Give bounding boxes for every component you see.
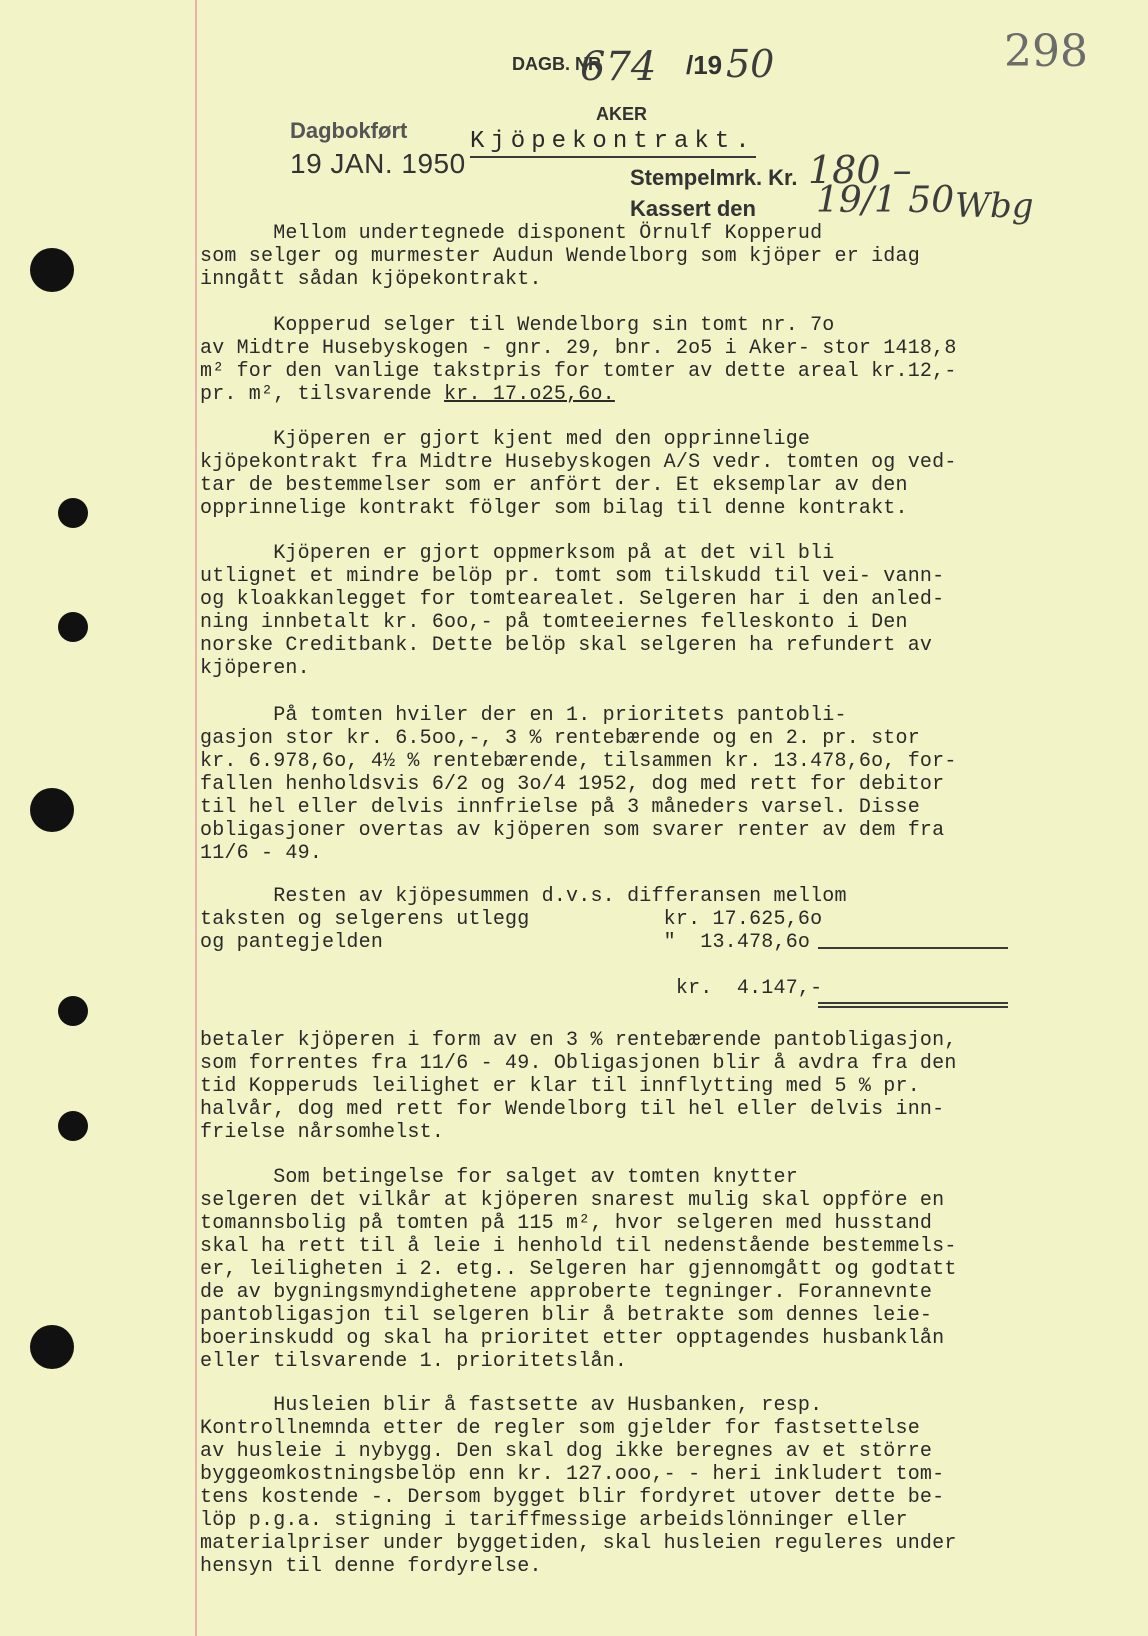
text-line: skal ha rett til å leie i henhold til nedenstående bestemmels- <box>200 1235 957 1258</box>
document-title: Kjöpekontrakt. <box>470 128 756 158</box>
text-line: materialpriser under byggetiden, skal husleien reguleres under <box>200 1532 957 1555</box>
kassert-signature: Wbg <box>955 186 1034 226</box>
text-line: de av bygningsmyndighetene approberte tegninger. Forannevnte <box>200 1281 933 1304</box>
text-line: betaler kjöperen i form av en 3 % rentebærende pantobligasjon, <box>200 1029 957 1052</box>
dagb-year-label: /19 <box>686 50 723 80</box>
text-line: Som betingelse for salget av tomten knytter <box>200 1166 798 1189</box>
paragraph <box>200 977 1060 1000</box>
text-line: Kjöperen er gjort oppmerksom på at det vil bli <box>200 542 835 565</box>
paragraph <box>200 222 1060 291</box>
total-underline <box>818 1002 1008 1004</box>
text-line: og pantegjelden " 13.478,6o <box>200 931 811 954</box>
punch-hole-icon <box>30 248 74 292</box>
text-line: byggeomkostningsbelöp enn kr. 127.ooo,- - heri inkludert tom- <box>200 1463 945 1486</box>
text-line: kjöperen. <box>200 657 310 680</box>
punch-hole-icon <box>30 1325 74 1369</box>
stempel-value: 180 – <box>808 148 912 192</box>
paragraph <box>200 1029 1060 1144</box>
text-line: av husleie i nybygg. Den skal dog ikke beregnes av et större <box>200 1440 933 1463</box>
text-line: gasjon stor kr. 6.5oo,-, 3 % rentebærende og en 2. pr. stor <box>200 727 920 750</box>
text-line: tens kostende -. Dersom bygget blir fordyret utover dette be- <box>200 1486 945 1509</box>
text-line: kr. 4.147,- <box>200 977 823 1000</box>
text-line: tomannsbolig på tomten på 115 m², hvor selgeren med husstand <box>200 1212 933 1235</box>
text-line: På tomten hviler der en 1. prioritets pantobli- <box>200 704 847 727</box>
text-line: pantobligasjon til selgeren blir å betrakte som dennes leie- <box>200 1304 933 1327</box>
punch-hole-icon <box>30 788 74 832</box>
punch-hole-icon <box>58 498 88 528</box>
page-number: 298 <box>1004 26 1088 77</box>
stempel-label: Stempelmrk. Kr. <box>630 165 798 190</box>
text-line: Kopperud selger til Wendelborg sin tomt nr. 7o <box>200 314 835 337</box>
text-line: Kjöperen er gjort kjent med den opprinnelige <box>200 428 811 451</box>
text-line: Resten av kjöpesummen d.v.s. differansen mellom <box>200 885 847 908</box>
text-line: frielse nårsomhelst. <box>200 1121 445 1144</box>
text-line: fallen henholdsvis 6/2 og 3o/4 1952, dog med rett for debitor <box>200 773 945 796</box>
total-double-underline <box>818 1006 1008 1008</box>
text-line: selgeren det vilkår at kjöperen snarest mulig skal oppföre en <box>200 1189 945 1212</box>
text-line: 11/6 - 49. <box>200 842 323 865</box>
kassert-label: Kassert den <box>630 196 756 221</box>
text-line: kr. 6.978,6o, 4½ % rentebærende, tilsammen kr. 13.478,6o, for- <box>200 750 957 773</box>
punch-hole-icon <box>58 996 88 1026</box>
aker-stamp: AKER <box>596 104 648 124</box>
punch-hole-icon <box>58 612 88 642</box>
kassert-value: 19/1 50 <box>816 180 955 221</box>
text-line: halvår, dog med rett for Wendelborg til hel eller delvis inn- <box>200 1098 945 1121</box>
text-line: eller tilsvarende 1. prioritetslån. <box>200 1350 628 1373</box>
text-line: obligasjoner overtas av kjöperen som svarer renter av dem fra <box>200 819 945 842</box>
text-line: boerinskudd og skal ha prioritet etter opptagendes husbanklån <box>200 1327 945 1350</box>
paragraph <box>200 885 1060 954</box>
dagb-year: 50 <box>726 42 775 86</box>
dagbokfort-stamp: Dagbokført <box>290 118 408 143</box>
text-line: hensyn til denne fordyrelse. <box>200 1555 542 1578</box>
text-line: utlignet et mindre belöp pr. tomt som tilskudd til vei- vann- <box>200 565 945 588</box>
text-line: taksten og selgerens utlegg kr. 17.625,6o <box>200 908 823 931</box>
text-line: Kontrollnemnda etter de regler som gjelder for fastsettelse <box>200 1417 920 1440</box>
text-line: kjöpekontrakt fra Midtre Husebyskogen A/S vedr. tomten og ved- <box>200 451 957 474</box>
text-line: Husleien blir å fastsette av Husbanken, resp. <box>200 1394 823 1417</box>
text-line: inngått sådan kjöpekontrakt. <box>200 268 542 291</box>
text-line: tid Kopperuds leilighet er klar til innflytting med 5 % pr. <box>200 1075 920 1098</box>
text-line: som forrentes fra 11/6 - 49. Obligasjonen blir å avdra fra den <box>200 1052 957 1075</box>
paragraph <box>200 314 1060 406</box>
text-line: norske Creditbank. Dette belöp skal selgeren ha refundert av <box>200 634 933 657</box>
text-line: av Midtre Husebyskogen - gnr. 29, bnr. 2o5 i Aker- stor 1418,8 <box>200 337 957 360</box>
paragraph <box>200 428 1060 520</box>
sum-underline <box>818 947 1008 949</box>
paragraph <box>200 1166 1060 1373</box>
text-line: tar de bestemmelser som er anfört der. Et eksemplar av den <box>200 474 908 497</box>
dagb-label: DAGB. NR <box>512 54 601 74</box>
text-line: og kloakkanlegget for tomtearealet. Selgeren har i den anled- <box>200 588 945 611</box>
punch-hole-icon <box>58 1111 88 1141</box>
paragraph <box>200 542 1060 680</box>
margin-line <box>195 0 197 1636</box>
stamp-date: 19 JAN. 1950 <box>290 148 466 179</box>
text-line: m² for den vanlige takstpris for tomter av dette areal kr.12,- <box>200 360 957 383</box>
text-line: löp p.g.a. stigning i tariffmessige arbeidslönninger eller <box>200 1509 908 1532</box>
paragraph <box>200 1394 1060 1578</box>
text-line: ning innbetalt kr. 6oo,- på tomteeiernes felleskonto i Den <box>200 611 908 634</box>
price-total: kr. 17.o25,6o. <box>444 383 615 406</box>
text-line: Mellom undertegnede disponent Örnulf Kopperud <box>200 222 823 245</box>
text-line: til hel eller delvis innfrielse på 3 måneders varsel. Disse <box>200 796 920 819</box>
text-line: som selger og murmester Audun Wendelborg som kjöper er idag <box>200 245 920 268</box>
dagb-number: 674 <box>580 44 657 90</box>
text-line: pr. m², tilsvarende kr. 17.o25,6o. <box>200 383 615 406</box>
paragraph <box>200 704 1060 865</box>
text-line: er, leiligheten i 2. etg.. Selgeren har gjennomgått og godtatt <box>200 1258 957 1281</box>
text-line: opprinnelige kontrakt fölger som bilag til denne kontrakt. <box>200 497 908 520</box>
